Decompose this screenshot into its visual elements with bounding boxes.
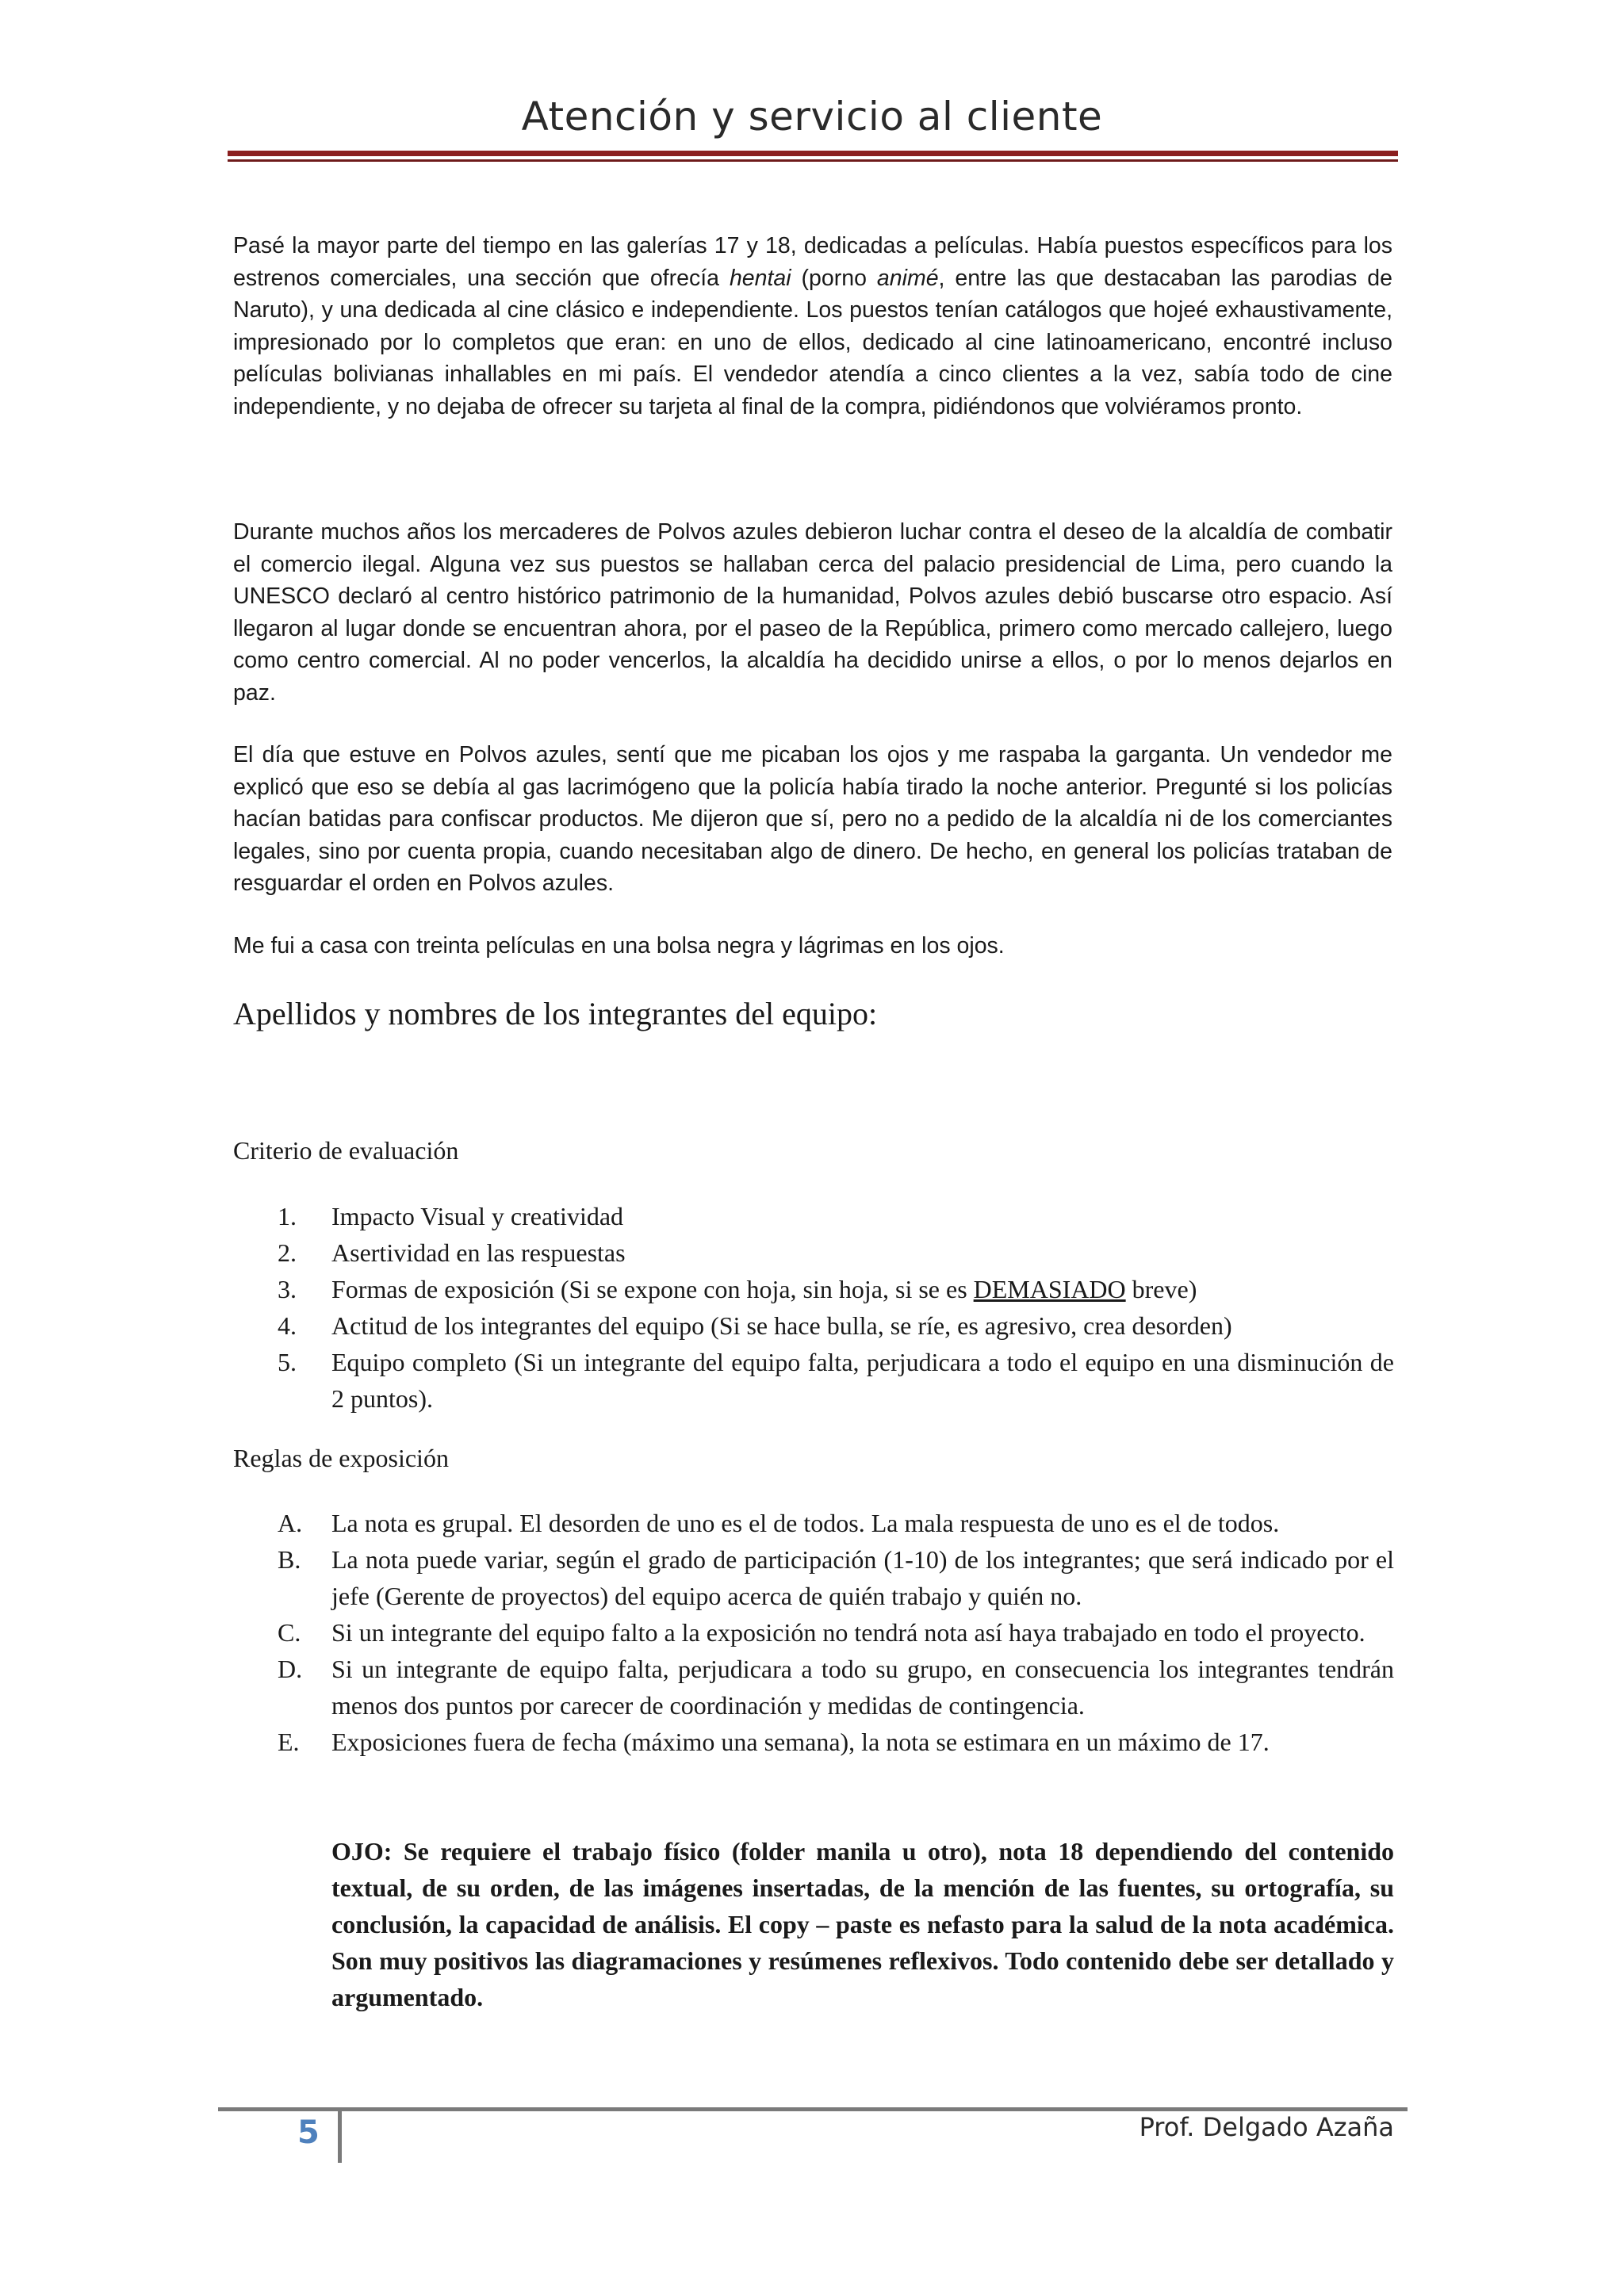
list-item-text: La nota es grupal. El desorden de uno es el de todos. La mala respuesta de uno es el de todos.: [331, 1509, 1280, 1537]
list-item: [262, 1651, 1394, 1724]
criteria-heading: Criterio de evaluación: [233, 1136, 459, 1165]
list-item-text: Equipo completo (Si un integrante del equipo falta, perjudicara a todo el equipo en una disminución de 2 puntos).: [331, 1348, 1394, 1413]
paragraph-gas-lacrimogeno: El día que estuve en Polvos azules, sentí que me picaban los ojos y me raspaba la garganta. Un vendedor me explicó que eso se debía al gas lacrimógeno que la policía había tirado la noche anterior. Pregunté si los policías hacían batidas para confiscar productos. Me dijeron que sí, pero no a pedido de la alcaldía ni de los comerciantes legales, sino por cuenta propia, cuando necesitaban algo de dinero. De hecho, en general los policías trataban de resguardar el orden en Polvos azules.: [233, 742, 1392, 896]
list-item-text: Asertividad en las respuestas: [331, 1238, 626, 1267]
list-item-text: breve): [1125, 1275, 1197, 1303]
list-item: [262, 1307, 1394, 1344]
list-marker: 5.: [278, 1348, 297, 1376]
list-marker: 1.: [278, 1202, 297, 1230]
list-marker: E.: [278, 1728, 300, 1756]
list-item: [262, 1614, 1394, 1651]
list-item: [262, 1344, 1394, 1417]
italic-term: hentai: [729, 265, 791, 291]
paragraph-text: Pasé la mayor parte del tiempo en las galerías 17 y 18, dedicadas a películas. Había puestos específicos para los estrenos comerciales, una sección que ofrecía: [233, 233, 1392, 291]
header-title: Atención y servicio al cliente: [521, 94, 1103, 140]
footer-author: Prof. Delgado Azaña: [1139, 2112, 1394, 2142]
paragraph-cierre: Me fui a casa con treinta películas en una bolsa negra y lágrimas en los ojos.: [233, 933, 1005, 959]
list-item-text: Si un integrante de equipo falta, perjudicara a todo su grupo, en consecuencia los integrantes tendrán menos dos puntos por carecer de coordinación y medidas de contingencia.: [331, 1655, 1394, 1720]
underlined-word: DEMASIADO: [973, 1275, 1126, 1303]
list-marker: C.: [278, 1618, 301, 1647]
list-marker: 3.: [278, 1275, 297, 1303]
italic-term: animé: [876, 265, 939, 291]
paragraph-mercaderes: Durante muchos años los mercaderes de Polvos azules debieron luchar contra el deseo de la alcaldía de combatir el comercio ilegal. Alguna vez sus puestos se hallaban cerca del palacio presidencial de Lima, pero cuando la UNESCO declaró al centro histórico patrimonio de la humanidad, Polvos azules debió buscarse otro espacio. Así llegaron al lugar donde se encuentran ahora, por el paseo de la República, primero como mercado callejero, luego como centro comercial. Al no poder vencerlos, la alcaldía ha decidido unirse a ellos, o por lo menos dejarlos en paz.: [233, 519, 1392, 706]
header-rule-thin: [228, 159, 1398, 162]
team-members-heading: Apellidos y nombres de los integrantes del equipo:: [233, 996, 878, 1031]
header-rule-thick: [228, 151, 1398, 156]
list-marker: A.: [278, 1509, 303, 1537]
list-item: [262, 1541, 1394, 1614]
footer-divider: [338, 2109, 342, 2163]
list-marker: B.: [278, 1545, 301, 1574]
list-item: [262, 1271, 1394, 1307]
paragraph-text: (porno: [791, 265, 877, 291]
list-item-text: Impacto Visual y creatividad: [331, 1202, 624, 1230]
list-marker: 2.: [278, 1238, 297, 1267]
list-item: [262, 1198, 1394, 1234]
rules-heading: Reglas de exposición: [233, 1444, 449, 1472]
paragraph-text: , entre las que destacaban las parodias de Naruto), y una dedicada al cine clásico e independiente. Los puestos tenían catálogos que hojeé exhaustivamente, impresionado por lo completos que eran: en uno de ellos, dedicado al cine latinoamericano, encontré incluso películas bolivianas inhallables en mi país. El vendedor atendía a cinco clientes a la vez, sabía todo de cine independiente, y no dejaba de ofrecer su tarjeta al final de la compra, pidiéndonos que volviéramos pronto.: [233, 265, 1392, 419]
list-item-text: Actitud de los integrantes del equipo (Si se hace bulla, se ríe, es agresivo, crea desorden): [331, 1311, 1232, 1340]
ojo-note: OJO: Se requiere el trabajo físico (folder manila u otro), nota 18 dependiendo del contenido textual, de su orden, de las imágenes insertadas, de la mención de las fuentes, su ortografía, su conclusión, la capacidad de análisis. El copy – paste es nefasto para la salud de la nota académica. Son muy positivos las diagramaciones y resúmenes reflexivos. Todo contenido debe ser detallado y argumentado.: [331, 1837, 1394, 2011]
list-item-text: Si un integrante del equipo falto a la exposición no tendrá nota así haya trabajado en todo el proyecto.: [331, 1618, 1365, 1647]
footer-rule: [218, 2107, 1408, 2111]
paragraph-galerias: [233, 230, 1392, 423]
list-item-text: Formas de exposición (Si se expone con hoja, sin hoja, si se es: [331, 1275, 974, 1303]
list-item: [262, 1724, 1394, 1760]
list-item: [262, 1234, 1394, 1271]
page-number: 5: [297, 2114, 320, 2151]
list-item: [262, 1505, 1394, 1541]
rules-list: [262, 1505, 1394, 1760]
list-item-text: Exposiciones fuera de fecha (máximo una semana), la nota se estimara en un máximo de 17.: [331, 1728, 1270, 1756]
list-marker: D.: [278, 1655, 303, 1683]
list-marker: 4.: [278, 1311, 297, 1340]
criteria-list: [262, 1198, 1394, 1417]
list-item-text: La nota puede variar, según el grado de participación (1-10) de los integrantes; que será indicado por el jefe (Gerente de proyectos) del equipo acerca de quién trabajo y quién no.: [331, 1545, 1394, 1610]
